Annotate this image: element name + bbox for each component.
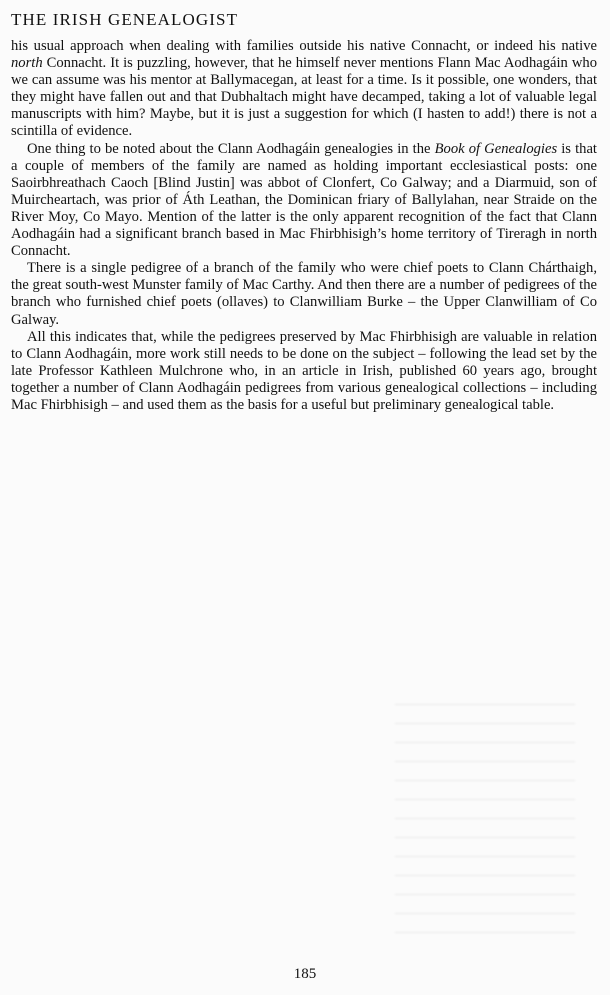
paragraph-2-text-b: is that a couple of members of the family are named as holding important ecclesiastical posts: one Saoirbhreathach Caoch [Blind Justin] was abbot of Clonfert, Co Galway; and a Diarmuid, son of Muircheartach, was prior of Áth Leathan, the Dominican friary of Ballylahan, near Straide on the River Moy, Co Mayo. Mention of the latter is the only apparent recognition of the fact that Clann Aodhagáin had a significant branch based in Mac Fhirbhisigh’s home territory of Tireragh in north Connacht. <box>11 140 597 260</box>
body-text <box>11 38 597 414</box>
paragraph-3: There is a single pedigree of a branch of the family who were chief poets to Clann Chárthaigh, the great south-west Munster family of Mac Carthy. And then there are a number of pedigrees of the branch who furnished chief poets (ollaves) to Clanwilliam Burke – the Upper Clanwilliam of Co Galway. <box>11 260 597 328</box>
paragraph-4: All this indicates that, while the pedigrees preserved by Mac Fhirbhisigh are valuable in relation to Clann Aodhagáin, more work still needs to be done on the subject – following the lead set by the late Professor Kathleen Mulchrone who, in an article in Irish, published 60 years ago, brought together a number of Clann Aodhagáin pedigrees from various genealogical collections – including Mac Fhirbhisigh – and used them as the basis for a useful but preliminary genealogical table. <box>11 328 597 413</box>
page-number: 185 <box>293 966 317 982</box>
paragraph-1-text-b: Connacht. It is puzzling, however, that he himself never mentions Flann Mac Aodhagáin who we can assume was his mentor at Ballymacegan, at least for a time. Is it possible, one wonders, that they might have fallen out and that Dubhaltach might have decamped, taking a lot of valuable legal manuscripts with him? Maybe, but it is just a suggestion for which (I hasten to add!) there is not a scintilla of evidence. <box>11 55 597 140</box>
paragraph-2-text-a: One thing to be noted about the Clann Aodhagáin genealogies in the <box>27 140 435 157</box>
paragraph-2-italic: Book of Genealogies <box>434 140 558 157</box>
paragraph-1 <box>11 38 597 141</box>
paragraph-1-italic: north <box>11 55 43 72</box>
paragraph-2 <box>11 141 597 261</box>
paragraph-1-text-a: his usual approach when dealing with families outside his native Connacht, or indeed his native <box>11 38 597 54</box>
reverse-side-bleed-through <box>395 690 575 950</box>
running-head: THE IRISH GENEALOGIST <box>11 10 239 29</box>
